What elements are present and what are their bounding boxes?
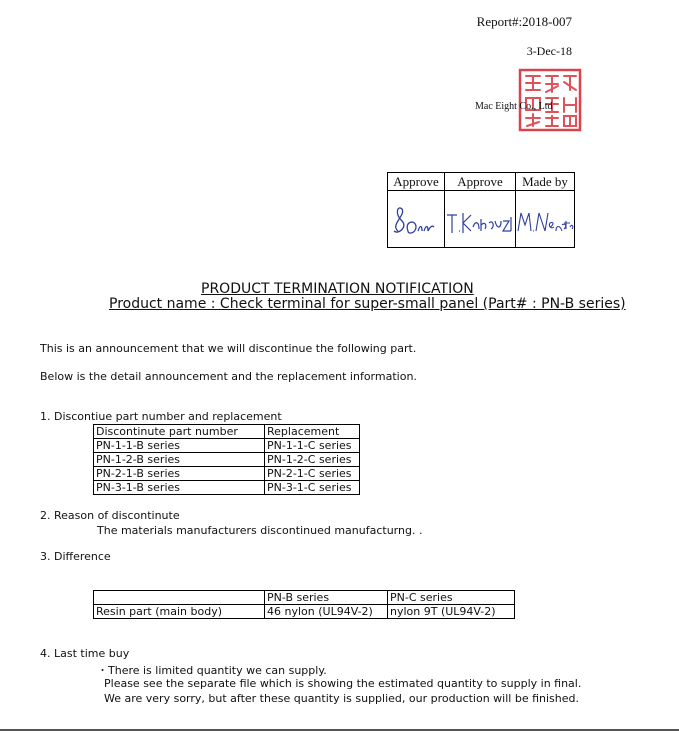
signature-3 [516, 191, 574, 243]
section-4-heading: 4. Last time buy [40, 647, 130, 660]
section-3-heading: 3. Difference [40, 550, 111, 563]
made-by-header: Made by [516, 173, 575, 191]
table-header [94, 591, 265, 605]
table-cell: nylon 9T (UL94V-2) [388, 605, 515, 619]
signature-cell-1 [388, 191, 445, 248]
company-name: Mac Eight Co., Ltd [475, 101, 553, 112]
table-header: Discontinute part number [94, 425, 265, 439]
table-cell: PN-1-2-B series [94, 453, 265, 467]
signature-cell-3 [516, 191, 575, 248]
table-cell: PN-1-1-C series [265, 439, 360, 453]
last-buy-line-2: Please see the separate file which is showing the estimated quantity to supply in final. [104, 677, 582, 690]
table-header: Replacement [265, 425, 360, 439]
product-name-subtitle: Product name : Check terminal for super-small panel (Part# : PN-B series) [109, 296, 626, 312]
document-date: 3-Dec-18 [526, 44, 572, 58]
section-1-heading: 1. Discontiue part number and replacement [40, 410, 282, 423]
table-cell: PN-3-1-C series [265, 481, 360, 495]
table-row [94, 605, 515, 619]
report-number: Report#:2018-007 [476, 14, 572, 29]
last-buy-line-1: ・There is limited quantity we can supply. [97, 664, 327, 677]
table-row [94, 453, 360, 467]
table-row [94, 467, 360, 481]
table-row [94, 481, 360, 495]
table-cell: PN-1-2-C series [265, 453, 360, 467]
replacement-table [93, 424, 360, 495]
signature-1 [388, 191, 444, 243]
company-seal-stamp [518, 68, 582, 132]
table-cell: PN-3-1-B series [94, 481, 265, 495]
discontinue-reason: The materials manufacturers discontinued manufacturng. . [97, 524, 423, 537]
intro-line-2: Below is the detail announcement and the replacement information. [40, 370, 417, 383]
table-header-row [94, 591, 515, 605]
document-title: PRODUCT TERMINATION NOTIFICATION [201, 281, 474, 297]
table-cell: PN-1-1-B series [94, 439, 265, 453]
table-header: PN-C series [388, 591, 515, 605]
table-cell: PN-2-1-B series [94, 467, 265, 481]
signature-cell-2 [445, 191, 516, 248]
signature-2 [445, 191, 515, 243]
approve-header-1: Approve [388, 173, 445, 191]
table-header-row [94, 425, 360, 439]
intro-line-1: This is an announcement that we will discontinue the following part. [40, 342, 417, 355]
last-buy-line-3: We are very sorry, but after these quantity is supplied, our production will be finished. [104, 692, 579, 705]
approval-table [387, 172, 575, 248]
difference-table [93, 590, 515, 619]
table-header: PN-B series [265, 591, 388, 605]
table-cell: PN-2-1-C series [265, 467, 360, 481]
section-2-heading: 2. Reason of discontinute [40, 509, 180, 522]
approve-header-2: Approve [445, 173, 516, 191]
table-cell: 46 nylon (UL94V-2) [265, 605, 388, 619]
page-bottom-divider [0, 729, 679, 731]
table-row [94, 439, 360, 453]
table-cell: Resin part (main body) [94, 605, 265, 619]
